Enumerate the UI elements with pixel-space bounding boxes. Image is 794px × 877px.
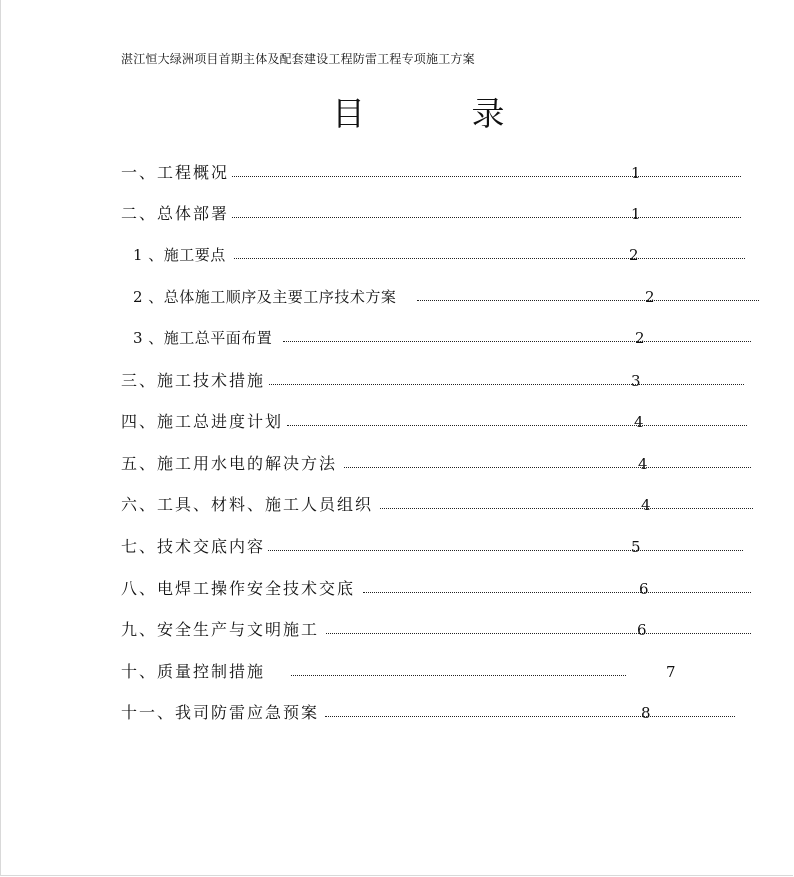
toc-entry-page: 2 xyxy=(629,246,639,264)
toc-entry-label: 一、工程概况 xyxy=(121,163,230,182)
toc-entry-page: 2 xyxy=(645,288,655,306)
toc-entry-page: 4 xyxy=(634,413,644,431)
toc-leader-dots xyxy=(232,176,741,177)
toc-entry-label: 3 、施工总平面布置 xyxy=(133,329,273,347)
toc-entry-page: 1 xyxy=(631,205,641,223)
toc-entry-label: 2 、总体施工顺序及主要工序技术方案 xyxy=(133,288,397,306)
toc-leader-dots xyxy=(269,384,744,385)
toc-leader-dots xyxy=(291,675,626,676)
toc-leader-dots xyxy=(363,592,751,593)
toc-leader-dots xyxy=(234,258,745,259)
page-title: 目 录 xyxy=(332,94,553,133)
toc-leader-dots xyxy=(417,300,759,301)
toc-leader-dots xyxy=(325,716,735,717)
toc-entry-page: 7 xyxy=(666,663,676,681)
toc-entry-label: 三、施工技术措施 xyxy=(121,371,266,390)
toc-entry-page: 4 xyxy=(638,455,648,473)
toc-entry-label: 九、安全生产与文明施工 xyxy=(121,620,320,639)
toc-entry-label: 1 、施工要点 xyxy=(133,246,226,264)
toc-leader-dots xyxy=(232,217,741,218)
toc-entry-label: 四、施工总进度计划 xyxy=(121,412,284,431)
toc-leader-dots xyxy=(326,633,751,634)
toc-entry-label: 八、电焊工操作安全技术交底 xyxy=(121,579,356,598)
toc-entry-page: 4 xyxy=(641,496,651,514)
toc-entry-label: 五、施工用水电的解决方法 xyxy=(121,454,338,473)
toc-entry-label: 七、技术交底内容 xyxy=(121,537,266,556)
toc-entry-label: 十、质量控制措施 xyxy=(121,662,266,681)
toc-entry-page: 2 xyxy=(635,329,645,347)
toc-leader-dots xyxy=(380,508,753,509)
toc-entry-label: 二、总体部署 xyxy=(121,204,230,223)
document-header: 湛江恒大绿洲项目首期主体及配套建设工程防雷工程专项施工方案 xyxy=(121,52,475,66)
toc-leader-dots xyxy=(344,467,751,468)
toc-entry-page: 6 xyxy=(639,580,649,598)
toc-leader-dots xyxy=(268,550,743,551)
toc-entry-page: 8 xyxy=(641,704,651,722)
toc-entry-label: 十一、我司防雷应急预案 xyxy=(121,703,320,722)
toc-entry-page: 1 xyxy=(631,164,641,182)
toc-entry-page: 6 xyxy=(637,621,647,639)
toc-leader-dots xyxy=(287,425,747,426)
toc-entry-page: 3 xyxy=(631,372,641,390)
toc-leader-dots xyxy=(283,341,751,342)
toc-entry-page: 5 xyxy=(631,538,641,556)
toc-entry-label: 六、工具、材料、施工人员组织 xyxy=(121,495,374,514)
